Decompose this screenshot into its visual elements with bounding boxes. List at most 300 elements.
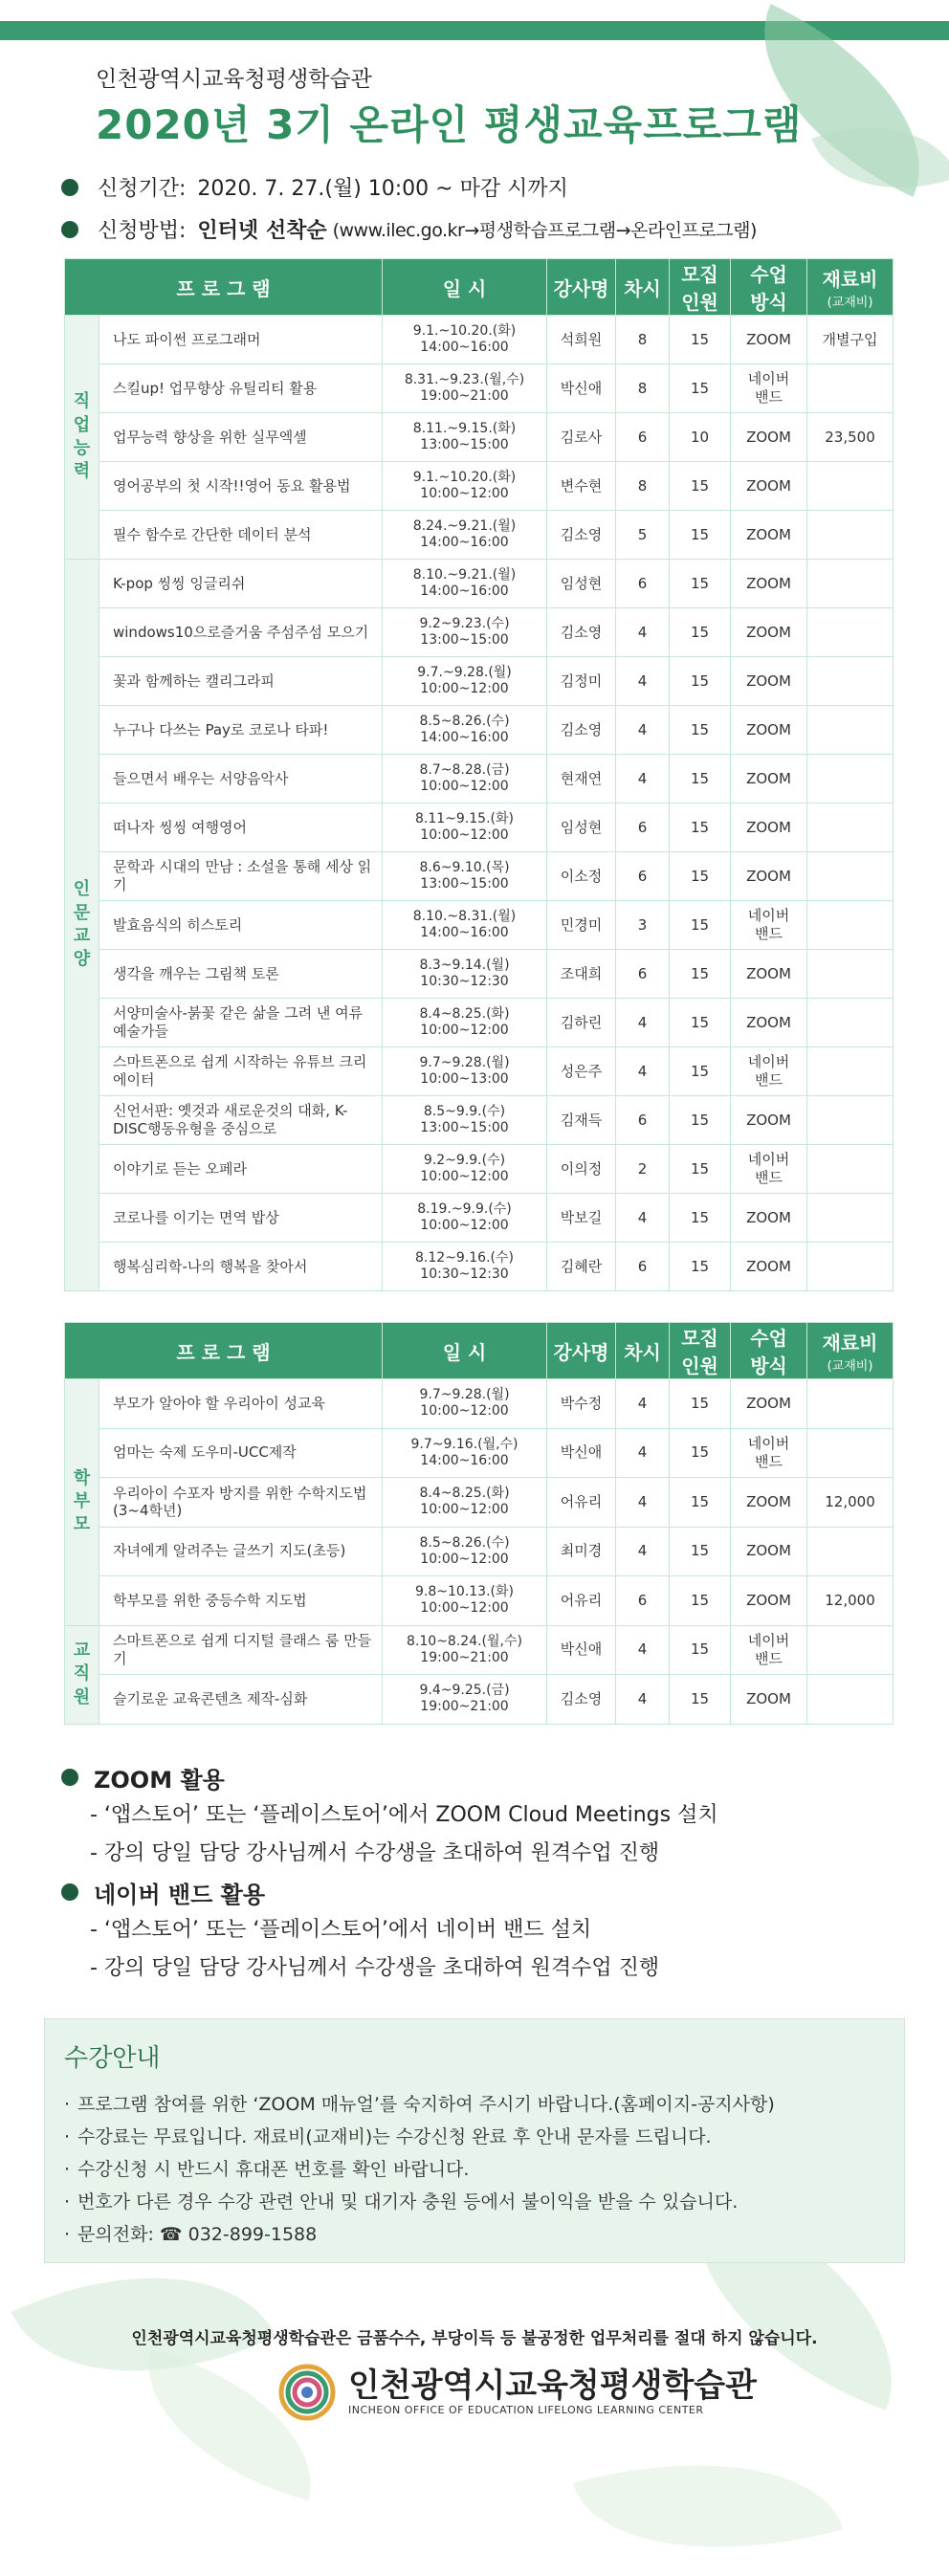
header-fee — [807, 259, 894, 316]
header-capacity-line2: 인원 — [681, 291, 718, 314]
session-count: 6 — [616, 804, 670, 852]
header-fee-main: 재료비 — [822, 268, 878, 291]
mode-line: ZOOM — [746, 574, 791, 592]
program-name: 영어공부의 첫 시작!!영어 동요 활용법 — [99, 462, 383, 511]
table-row — [65, 1379, 894, 1429]
material-fee — [807, 364, 894, 413]
mode-line: ZOOM — [746, 476, 791, 495]
program-name: 자녀에게 알려주는 글쓰기 지도(초등) — [99, 1527, 383, 1576]
material-fee: 23,500 — [807, 413, 894, 462]
category-cell — [65, 560, 99, 1291]
program-name: 슬기로운 교육콘텐츠 제작-심화 — [99, 1675, 383, 1725]
instructor-name: 현재연 — [547, 755, 616, 804]
table-row — [65, 1625, 894, 1675]
class-mode — [731, 1576, 807, 1626]
capacity: 15 — [670, 1478, 731, 1528]
table-row — [65, 511, 894, 560]
class-mode — [731, 950, 807, 999]
mode-line: 네이버 — [747, 907, 790, 925]
date-line: 8.11~9.15.(화) — [415, 811, 514, 827]
date-line: 19:00~21:00 — [420, 388, 509, 404]
material-fee — [807, 1096, 894, 1145]
notice-item: · 프로그램 참여를 위한 ‘ZOOM 매뉴얼’를 숙지하여 주시기 바랍니다.(홈페이지-공지사항) — [64, 2088, 775, 2121]
program-date — [383, 364, 547, 413]
program-date — [383, 560, 547, 608]
mode-line: ZOOM — [746, 525, 791, 543]
session-count: 4 — [616, 1625, 670, 1675]
program-name: 문학과 시대의 만남 : 소설을 통해 세상 읽기 — [99, 852, 383, 901]
program-name: 누구나 다쓰는 Pay로 코로나 타파! — [99, 706, 383, 755]
class-mode — [731, 316, 807, 364]
date-line: 9.1.~10.20.(화) — [412, 470, 517, 486]
date-line: 10:00~12:00 — [420, 1502, 509, 1518]
date-line: 9.7~9.16.(월,수) — [410, 1436, 519, 1452]
instructor-name: 어유리 — [547, 1576, 616, 1626]
date-line: 8.7~8.28.(금) — [419, 762, 510, 779]
instructor-name: 조대희 — [547, 950, 616, 999]
table-row — [65, 1194, 894, 1243]
date-line: 8.19.~9.9.(수) — [417, 1201, 512, 1218]
program-name: 서양미술사-붉꽃 같은 삶을 그려 낸 여류 예술가들 — [99, 999, 383, 1047]
mode-line: ZOOM — [746, 623, 791, 641]
instructor-name: 임성현 — [547, 804, 616, 852]
session-count: 6 — [616, 413, 670, 462]
table-header-row — [65, 1323, 894, 1379]
header-capacity — [670, 1323, 731, 1379]
date-line: 8.10~8.24.(월,수) — [407, 1633, 522, 1649]
header-mode-line1: 수업 — [750, 263, 787, 286]
table-row — [65, 1145, 894, 1194]
program-name: K-pop 씽씽 잉글리쉬 — [99, 560, 383, 608]
material-fee — [807, 1145, 894, 1194]
program-date — [383, 462, 547, 511]
material-fee — [807, 1527, 894, 1576]
logo-icon — [277, 2363, 337, 2422]
header-program: 프 로 그 램 — [65, 259, 383, 316]
date-line: 9.7~9.28.(월) — [419, 1387, 510, 1403]
class-mode — [731, 804, 807, 852]
band-line-2: - 강의 당일 담당 강사님께서 수강생을 초대하여 원격수업 진행 — [90, 1956, 660, 1980]
instructor-name: 김정미 — [547, 657, 616, 706]
capacity: 15 — [670, 901, 731, 950]
table-row — [65, 706, 894, 755]
session-count: 4 — [616, 1428, 670, 1478]
table-row — [65, 901, 894, 950]
instructor-name: 김혜란 — [547, 1243, 616, 1291]
period-value: 2020. 7. 27.(월) 10:00 ~ 마감 시까지 — [197, 177, 568, 201]
date-line: 10:00~12:00 — [420, 1023, 509, 1038]
date-line: 14:00~16:00 — [420, 925, 509, 940]
instructor-name: 민경미 — [547, 901, 616, 950]
capacity: 15 — [670, 511, 731, 560]
capacity: 15 — [670, 364, 731, 413]
band-title — [61, 1873, 718, 1911]
application-period — [61, 172, 568, 202]
table-row — [65, 852, 894, 901]
class-mode — [731, 462, 807, 511]
session-count: 4 — [616, 608, 670, 657]
method-strong: 인터넷 선착순 — [197, 219, 327, 243]
material-fee — [807, 1047, 894, 1096]
program-date — [383, 1243, 547, 1291]
date-line: 10:00~12:00 — [420, 1169, 509, 1184]
program-date — [383, 1145, 547, 1194]
notice-item: · 문의전화: ☎ 032-899-1588 — [64, 2218, 775, 2251]
mode-line: 네이버 — [747, 1151, 790, 1169]
band-line-1: - ‘앱스토어’ 또는 ‘플레이스토어’에서 네이버 밴드 설치 — [90, 1918, 592, 1942]
instructor-name: 김소영 — [547, 511, 616, 560]
capacity: 15 — [670, 1527, 731, 1576]
program-name: 신언서판: 옛것과 새로운것의 대화, K-DISC행동유형을 중심으로 — [99, 1096, 383, 1145]
date-line: 8.31.~9.23.(월,수) — [404, 372, 525, 388]
date-line: 10:00~12:00 — [420, 1600, 509, 1617]
session-count: 6 — [616, 560, 670, 608]
instructor-name: 성은주 — [547, 1047, 616, 1096]
date-line: 8.24.~9.21.(월) — [412, 518, 517, 535]
instructor-name: 이소정 — [547, 852, 616, 901]
program-date — [383, 413, 547, 462]
application-method — [61, 214, 757, 244]
class-mode — [731, 1243, 807, 1291]
mode-line: ZOOM — [746, 1257, 791, 1275]
mode-line: ZOOM — [746, 330, 791, 348]
session-count: 4 — [616, 1675, 670, 1725]
table-row — [65, 1576, 894, 1626]
program-name: 우리아이 수포자 방지를 위한 수학지도법(3~4학년) — [99, 1478, 383, 1528]
session-count: 4 — [616, 1047, 670, 1096]
class-mode — [731, 511, 807, 560]
header-fee-sub: (교재비) — [827, 296, 873, 310]
mode-line: 네이버 — [747, 370, 790, 388]
session-count: 6 — [616, 1096, 670, 1145]
header-capacity-line2: 인원 — [681, 1354, 718, 1377]
program-name: 업무능력 향상을 위한 실무엑셀 — [99, 413, 383, 462]
material-fee — [807, 852, 894, 901]
category-label: 직업능력 — [73, 391, 91, 482]
program-date — [383, 657, 547, 706]
material-fee — [807, 804, 894, 852]
class-mode — [731, 755, 807, 804]
logo-korean-name: 인천광역시교육청평생학습관 — [348, 2366, 757, 2405]
header-date: 일 시 — [383, 1323, 547, 1379]
mode-line: ZOOM — [746, 428, 791, 446]
bullet-icon — [61, 1883, 78, 1901]
notice-item: · 수강신청 시 반드시 휴대폰 번호를 확인 바랍니다. — [64, 2153, 775, 2186]
program-date — [383, 1527, 547, 1576]
header-mode — [731, 259, 807, 316]
program-date — [383, 1194, 547, 1243]
header-capacity-line1: 모집 — [681, 263, 718, 286]
mode-line: 밴드 — [755, 1649, 783, 1667]
table-row — [65, 1096, 894, 1145]
program-name: 스마트폰으로 쉽게 디지털 클래스 룸 만들기 — [99, 1625, 383, 1675]
table-row — [65, 1675, 894, 1725]
material-fee — [807, 1379, 894, 1429]
class-mode — [731, 706, 807, 755]
header-date: 일 시 — [383, 259, 547, 316]
mode-line: ZOOM — [746, 1208, 791, 1226]
mode-line: ZOOM — [746, 1689, 791, 1707]
header-fee-main: 재료비 — [822, 1332, 878, 1354]
capacity: 15 — [670, 999, 731, 1047]
session-count: 4 — [616, 755, 670, 804]
session-count: 4 — [616, 706, 670, 755]
material-fee — [807, 511, 894, 560]
session-count: 4 — [616, 1527, 670, 1576]
date-line: 10:30~12:30 — [420, 1266, 509, 1282]
date-line: 8.12~9.16.(수) — [415, 1250, 514, 1266]
capacity: 15 — [670, 657, 731, 706]
capacity: 15 — [670, 560, 731, 608]
mode-line: ZOOM — [746, 1591, 791, 1609]
date-line: 10:00~12:00 — [420, 1218, 509, 1233]
session-count: 8 — [616, 316, 670, 364]
class-mode — [731, 1194, 807, 1243]
program-date — [383, 1675, 547, 1725]
material-fee — [807, 1625, 894, 1675]
class-mode — [731, 1145, 807, 1194]
date-line: 10:00~12:00 — [420, 486, 509, 501]
category-label: 교직원 — [73, 1640, 91, 1707]
table-row — [65, 657, 894, 706]
capacity: 10 — [670, 413, 731, 462]
material-fee — [807, 608, 894, 657]
method-detail: (www.ilec.go.kr→평생학습프로그램→온라인프로그램) — [332, 220, 757, 241]
date-line: 8.5~8.26.(수) — [419, 1534, 510, 1551]
table-row — [65, 1243, 894, 1291]
date-line: 10:00~12:00 — [420, 1403, 509, 1420]
session-count: 4 — [616, 657, 670, 706]
date-line: 10:00~13:00 — [420, 1071, 509, 1087]
integrity-disclaimer: 인천광역시교육청평생학습관은 금품수수, 부당이득 등 불공정한 업무처리를 절대 하지 않습니다. — [131, 2329, 818, 2348]
header-capacity-line1: 모집 — [681, 1327, 718, 1350]
leaf-decoration — [573, 2418, 843, 2576]
session-count: 5 — [616, 511, 670, 560]
instructor-name: 김하린 — [547, 999, 616, 1047]
program-date — [383, 755, 547, 804]
capacity: 15 — [670, 1576, 731, 1626]
instructor-name: 박신애 — [547, 364, 616, 413]
mode-line: 밴드 — [755, 1071, 783, 1089]
session-count: 4 — [616, 1478, 670, 1528]
material-fee — [807, 1675, 894, 1725]
material-fee: 12,000 — [807, 1576, 894, 1626]
class-mode — [731, 852, 807, 901]
material-fee — [807, 706, 894, 755]
capacity: 15 — [670, 608, 731, 657]
class-mode — [731, 1096, 807, 1145]
program-name: 생각을 깨우는 그림책 토론 — [99, 950, 383, 999]
date-line: 9.1.~10.20.(화) — [412, 323, 517, 340]
date-line: 14:00~16:00 — [420, 535, 509, 550]
mode-line: 밴드 — [755, 1169, 783, 1186]
mode-line: ZOOM — [746, 672, 791, 690]
date-line: 10:00~12:00 — [420, 779, 509, 794]
capacity: 15 — [670, 316, 731, 364]
mode-line: ZOOM — [746, 1111, 791, 1129]
material-fee — [807, 1243, 894, 1291]
table-row — [65, 755, 894, 804]
material-fee — [807, 755, 894, 804]
notice-item: · 번호가 다른 경우 수강 관련 안내 및 대기자 충원 등에서 불이익을 받을 수 있습니다. — [64, 2186, 775, 2218]
program-name: 꽃과 함께하는 캘리그라피 — [99, 657, 383, 706]
capacity: 15 — [670, 706, 731, 755]
notice-list — [64, 2088, 775, 2251]
instructor-name: 박신애 — [547, 1625, 616, 1675]
capacity: 15 — [670, 1194, 731, 1243]
header-fee-sub: (교재비) — [827, 1359, 873, 1374]
notice-item: · 수강료는 무료입니다. 재료비(교재비)는 수강신청 완료 후 안내 문자를 드립니다. — [64, 2121, 775, 2153]
date-line: 13:00~15:00 — [420, 632, 509, 648]
table-row — [65, 462, 894, 511]
program-date — [383, 706, 547, 755]
capacity: 15 — [670, 1379, 731, 1429]
zoom-line-2: - 강의 당일 담당 강사님께서 수강생을 초대하여 원격수업 진행 — [90, 1841, 660, 1865]
date-line: 14:00~16:00 — [420, 340, 509, 355]
table-row — [65, 1527, 894, 1576]
program-name: 들으면서 배우는 서양음악사 — [99, 755, 383, 804]
session-count: 4 — [616, 999, 670, 1047]
page-title: 2020년 3기 온라인 평생교육프로그램 — [96, 101, 803, 148]
zoom-title-text: ZOOM 활용 — [94, 1766, 225, 1794]
mode-line: 밴드 — [755, 925, 783, 942]
capacity: 15 — [670, 1096, 731, 1145]
program-table-2 — [64, 1322, 894, 1725]
program-date — [383, 999, 547, 1047]
program-name: 학부모를 위한 중등수학 지도법 — [99, 1576, 383, 1626]
capacity: 15 — [670, 852, 731, 901]
session-count: 6 — [616, 1576, 670, 1626]
mode-line: 네이버 — [747, 1053, 790, 1071]
date-line: 8.4~8.25.(화) — [419, 1006, 510, 1023]
class-mode — [731, 1675, 807, 1725]
header-mode — [731, 1323, 807, 1379]
date-line: 9.4~9.25.(금) — [419, 1683, 510, 1699]
category-cell — [65, 1625, 99, 1724]
date-line: 8.6~9.10.(목) — [419, 860, 510, 876]
session-count: 2 — [616, 1145, 670, 1194]
program-date — [383, 608, 547, 657]
program-name: 이야기로 듣는 오페라 — [99, 1145, 383, 1194]
date-line: 10:00~12:00 — [420, 1551, 509, 1567]
table-row — [65, 413, 894, 462]
category-label: 학부모 — [73, 1467, 91, 1535]
instructor-name: 김소영 — [547, 1675, 616, 1725]
instructor-name: 임성현 — [547, 560, 616, 608]
class-mode — [731, 1047, 807, 1096]
class-mode — [731, 364, 807, 413]
class-mode — [731, 1428, 807, 1478]
mode-line: 밴드 — [755, 388, 783, 406]
instructor-name: 어유리 — [547, 1478, 616, 1528]
capacity: 15 — [670, 1428, 731, 1478]
session-count: 8 — [616, 462, 670, 511]
program-name: 스킬up! 업무향상 유틸리티 활용 — [99, 364, 383, 413]
material-fee — [807, 462, 894, 511]
header-mode-line1: 수업 — [750, 1327, 787, 1350]
material-fee: 개별구입 — [807, 316, 894, 364]
table-row — [65, 608, 894, 657]
program-date — [383, 1478, 547, 1528]
capacity: 15 — [670, 1625, 731, 1675]
capacity: 15 — [670, 950, 731, 999]
material-fee — [807, 657, 894, 706]
material-fee — [807, 560, 894, 608]
program-date — [383, 1379, 547, 1429]
program-date — [383, 1428, 547, 1478]
program-date — [383, 950, 547, 999]
table-row — [65, 560, 894, 608]
date-line: 9.2~9.23.(수) — [419, 616, 510, 632]
instructor-name: 김소영 — [547, 706, 616, 755]
capacity: 15 — [670, 1675, 731, 1725]
mode-line: 네이버 — [747, 1632, 790, 1649]
instructor-name: 이의정 — [547, 1145, 616, 1194]
category-label: 인문교양 — [73, 879, 91, 970]
program-name: 코로나를 이기는 면역 밥상 — [99, 1194, 383, 1243]
instructor-name: 변수현 — [547, 462, 616, 511]
program-name: 필수 함수로 간단한 데이터 분석 — [99, 511, 383, 560]
header-mode-line2: 방식 — [750, 1354, 787, 1377]
table-row — [65, 316, 894, 364]
class-mode — [731, 657, 807, 706]
bullet-icon — [61, 221, 78, 238]
session-count: 8 — [616, 364, 670, 413]
date-line: 8.5~8.26.(수) — [419, 714, 510, 730]
program-table-1 — [64, 258, 894, 1291]
program-name: 발효음식의 히스토리 — [99, 901, 383, 950]
program-name: 스마트폰으로 쉽게 시작하는 유튜브 크리에이터 — [99, 1047, 383, 1096]
table-header-row — [65, 259, 894, 316]
header-instructor: 강사명 — [547, 259, 616, 316]
program-name: windows10으로즐거움 주섬주섬 모으기 — [99, 608, 383, 657]
mode-line: ZOOM — [746, 867, 791, 885]
program-date — [383, 901, 547, 950]
header-sessions: 차시 — [616, 259, 670, 316]
date-line: 9.7~9.28.(월) — [419, 1055, 510, 1071]
capacity: 15 — [670, 1243, 731, 1291]
material-fee: 12,000 — [807, 1478, 894, 1528]
table-row — [65, 950, 894, 999]
header-program: 프 로 그 램 — [65, 1323, 383, 1379]
class-mode — [731, 1527, 807, 1576]
table-row — [65, 999, 894, 1047]
table-row — [65, 1047, 894, 1096]
category-cell — [65, 1379, 99, 1626]
class-mode — [731, 1625, 807, 1675]
capacity: 15 — [670, 755, 731, 804]
remote-tools-section — [61, 1758, 718, 1988]
header-sessions: 차시 — [616, 1323, 670, 1379]
mode-line: ZOOM — [746, 1492, 791, 1510]
class-mode — [731, 413, 807, 462]
organization-name: 인천광역시교육청평생학습관 — [96, 67, 372, 92]
program-date — [383, 852, 547, 901]
capacity: 15 — [670, 1145, 731, 1194]
program-name: 나도 파이썬 프로그래머 — [99, 316, 383, 364]
table-row — [65, 364, 894, 413]
header-mode-line2: 방식 — [750, 291, 787, 314]
date-line: 10:00~12:00 — [420, 827, 509, 843]
table-row — [65, 804, 894, 852]
mode-line: ZOOM — [746, 818, 791, 836]
instructor-name: 김로사 — [547, 413, 616, 462]
session-count: 6 — [616, 950, 670, 999]
date-line: 13:00~15:00 — [420, 876, 509, 892]
date-line: 10:00~12:00 — [420, 681, 509, 696]
class-mode — [731, 608, 807, 657]
date-line: 8.11.~9.15.(화) — [412, 421, 517, 437]
